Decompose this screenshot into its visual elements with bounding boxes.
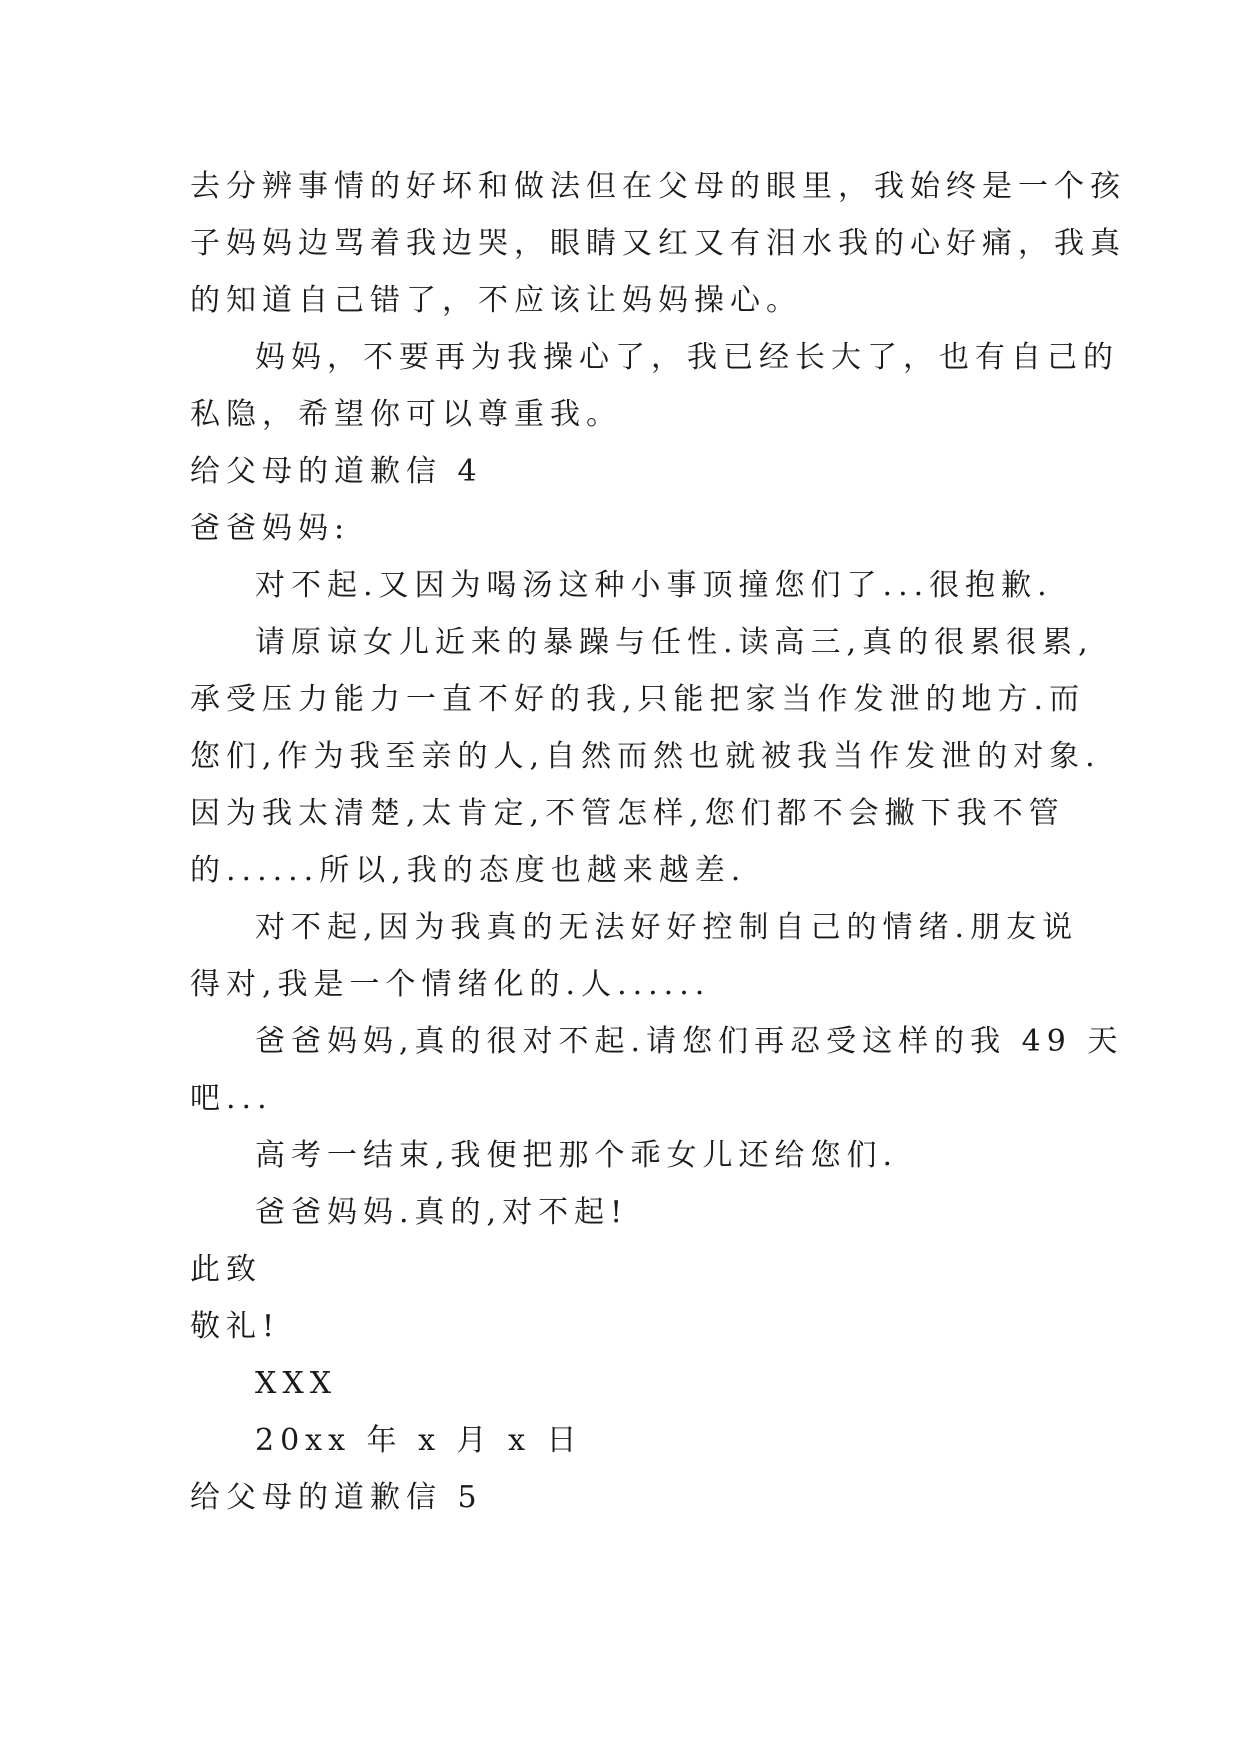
paragraph-line: 去分辨事情的好坏和做法但在父母的眼里，我始终是一个孩 [190, 169, 1126, 204]
salutation: 爸爸妈妈: [190, 511, 351, 546]
paragraph-line: 爸爸妈妈.真的,对不起! [255, 1195, 629, 1230]
paragraph-line: 对不起,因为我真的无法好好控制自己的情绪.朋友说 [255, 910, 1079, 945]
paragraph-line: 承受压力能力一直不好的我,只能把家当作发泄的地方.而 [190, 682, 1086, 717]
paragraph-line: 因为我太清楚,太肯定,不管怎样,您们都不会撇下我不管 [190, 796, 1065, 831]
paragraph-line: 您们,作为我至亲的人,自然而然也就被我当作发泄的对象. [190, 739, 1101, 774]
paragraph-line: 的知道自己错了，不应该让妈妈操心。 [190, 283, 802, 318]
paragraph-line: 吧... [190, 1081, 273, 1116]
paragraph-line: 高考一结束,我便把那个乖女儿还给您们. [255, 1138, 899, 1173]
section-heading: 给父母的道歉信 5 [190, 1480, 483, 1515]
paragraph-line: 对不起.又因为喝汤这种小事顶撞您们了...很抱歉. [255, 568, 1053, 603]
paragraph-line: 得对,我是一个情绪化的.人...... [190, 967, 711, 1002]
closing-line: 敬礼! [190, 1309, 281, 1344]
paragraph-line: 妈妈，不要再为我操心了，我已经长大了，也有自己的 [255, 340, 1119, 375]
paragraph-line: 爸爸妈妈,真的很对不起.请您们再忍受这样的我 49 天 [255, 1024, 1124, 1059]
signature: XXX [255, 1366, 338, 1401]
date-line: 20xx 年 x 月 x 日 [255, 1423, 583, 1458]
paragraph-line: 的......所以,我的态度也越来越差. [190, 853, 747, 888]
closing-line: 此致 [190, 1252, 262, 1287]
paragraph-line: 子妈妈边骂着我边哭，眼睛又红又有泪水我的心好痛，我真 [190, 226, 1126, 261]
section-heading: 给父母的道歉信 4 [190, 454, 483, 489]
paragraph-line: 私隐，希望你可以尊重我。 [190, 397, 622, 432]
paragraph-line: 请原谅女儿近来的暴躁与任性.读高三,真的很累很累, [255, 625, 1094, 660]
